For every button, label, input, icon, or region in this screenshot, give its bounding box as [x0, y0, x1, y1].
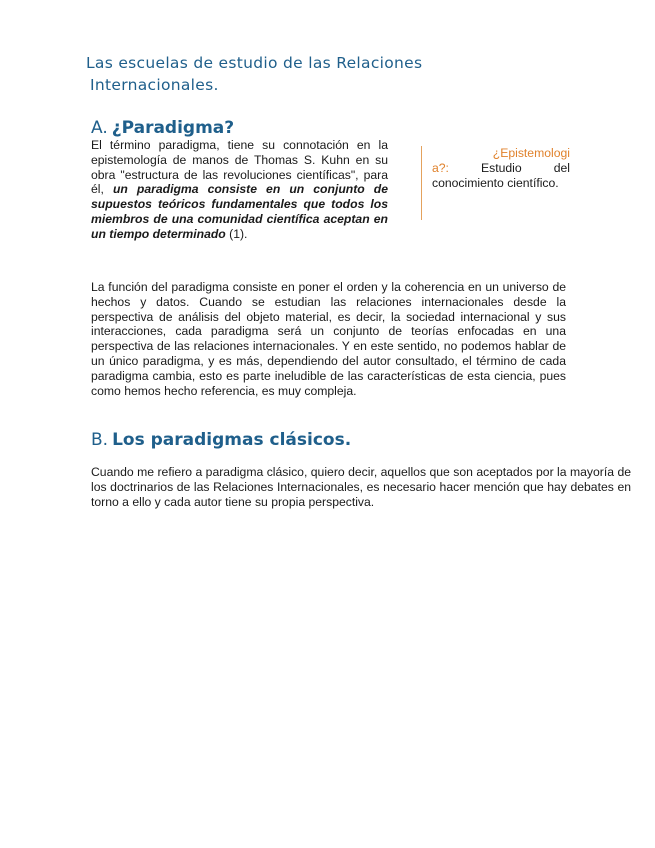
- title-line-1: Las escuelas de estudio de las Relaciones: [86, 54, 423, 72]
- paragraph-citation: (1).: [225, 226, 248, 241]
- paradigm-function-paragraph: La función del paradigma consiste en poner el orden y la coherencia en un universo de hechos y datos. Cuando se estudian las relaciones internacionales desde la perspectiva de análisis del objeto material, es decir, la sociedad internacional y sus interacciones, cada paradigma será un conjunto de teorías enfocadas en una perspectiva de las relaciones internacionales. Y en este sentido, no podemos hablar de un único paradigma, y es más, dependiendo del autor consultado, el término de cada paradigma cambia, esto es parte ineludible de las características de esta ciencia, pues como hemos hecho referencia, es muy compleja.: [91, 280, 566, 398]
- section-b-letter: B.: [91, 430, 109, 450]
- title-line-2: Internacionales.: [90, 76, 219, 94]
- paragraph-bold-definition: un paradigma consiste en un conjunto de supuestos teóricos fundamentales que todos los miembros de una comunidad científica aceptan en un tiempo determinado: [91, 182, 388, 241]
- section-a-letter: A.: [91, 118, 108, 138]
- sidebar-answer: Estudio del conocimiento científico.: [432, 161, 570, 190]
- document-title: [86, 52, 506, 96]
- classic-paradigms-paragraph: Cuando me refiero a paradigma clásico, quiero decir, aquellos que son aceptados por la mayoría de los doctrinarios de las Relaciones Internacionales, es necesario hacer mención que hay debates en torno a ello y cada autor tiene su propia perspectiva.: [91, 465, 631, 509]
- paradigm-definition-paragraph: [91, 138, 388, 242]
- sidebar-question-part-1: ¿Epistemologi: [492, 146, 570, 160]
- section-b-heading-text: Los paradigmas clásicos.: [112, 430, 352, 450]
- sidebar-question-part-2: a?:: [432, 161, 449, 175]
- epistemology-sidebar-note: [421, 146, 570, 220]
- section-a-heading: [91, 118, 234, 138]
- paragraph-plain-text: El término paradigma, tiene su connotación en la epistemología de manos de Thomas S. Kuhn en su obra "estructura de las revoluciones científicas", para él,: [91, 138, 388, 197]
- section-a-heading-text: ¿Paradigma?: [111, 118, 235, 138]
- section-b-heading: [91, 430, 351, 450]
